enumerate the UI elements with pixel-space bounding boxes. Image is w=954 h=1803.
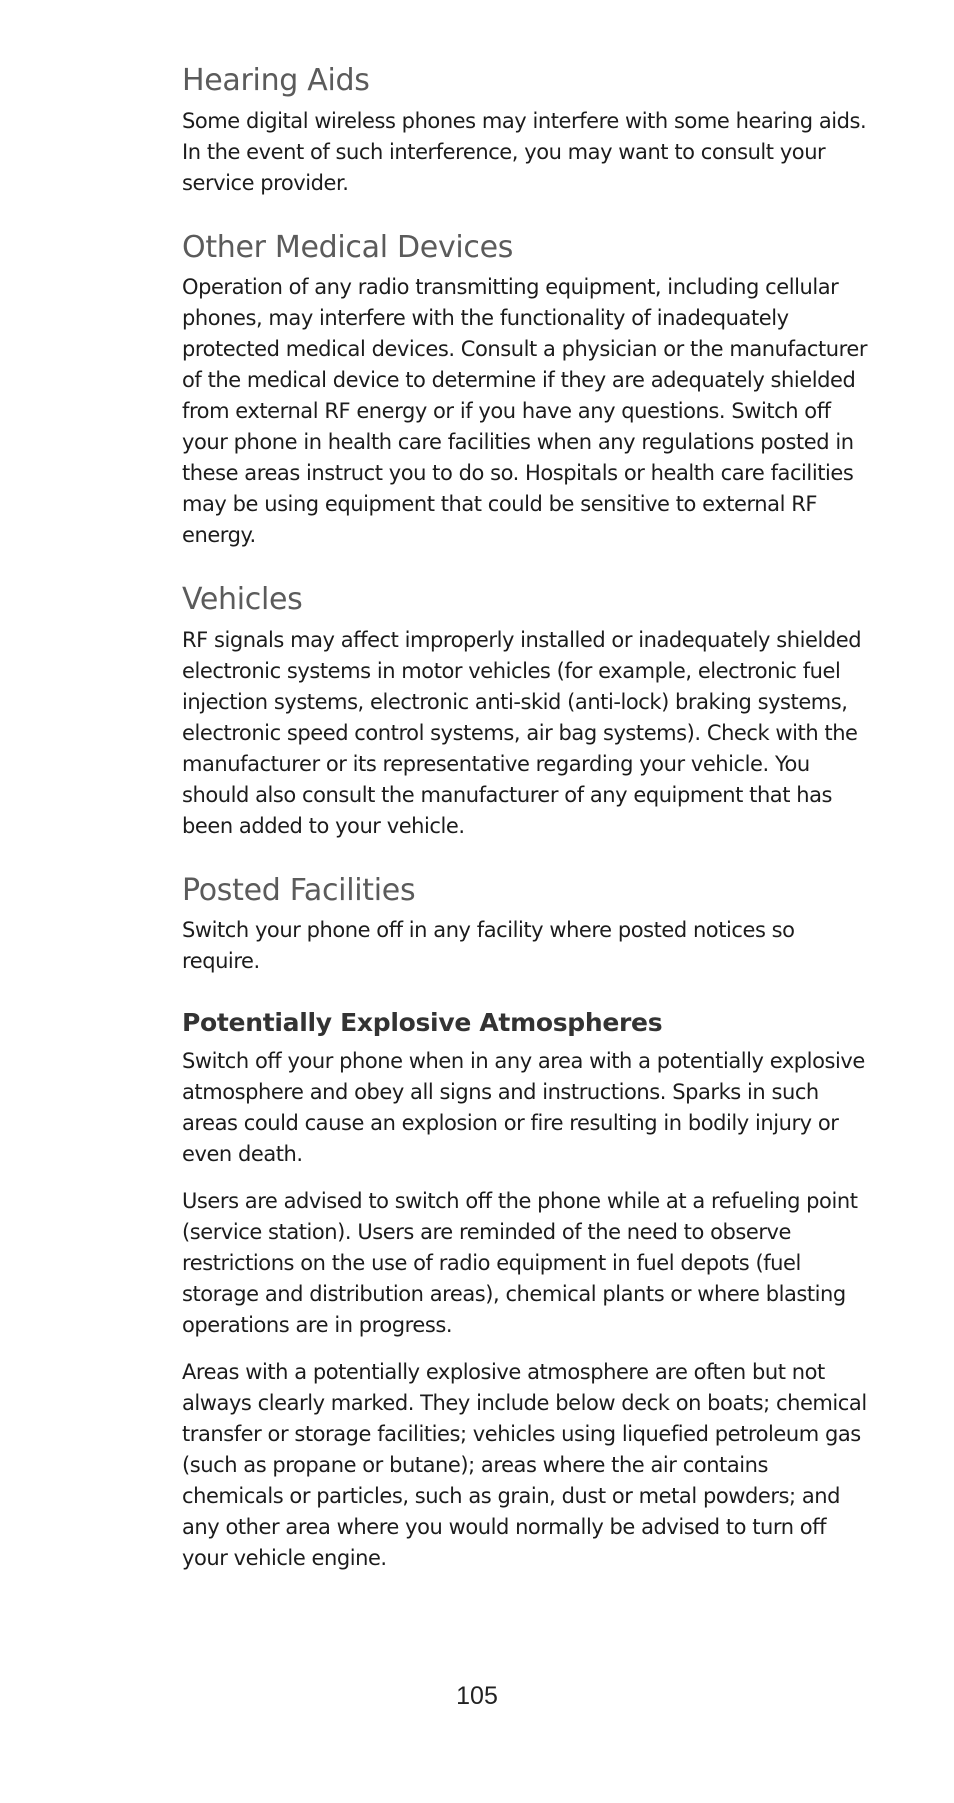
- section-paragraph: Some digital wireless phones may interfere with some hearing aids. In the event of such interference, you may want to consult your service provider.: [182, 108, 867, 195]
- subsection-explosive-atmospheres: [182, 1007, 872, 1574]
- section-other-medical-devices: [182, 229, 872, 552]
- page-number: 105: [456, 1682, 498, 1710]
- section-heading: Hearing Aids: [182, 63, 370, 98]
- subsection-paragraph: Switch off your phone when in any area with a potentially explosive atmosphere and obey all signs and instructions. Sparks in such areas could cause an explosion or fire resulting in bodily injury or even death.: [182, 1049, 865, 1167]
- section-heading: Posted Facilities: [182, 872, 416, 908]
- section-hearing-aids: [182, 62, 872, 199]
- document-page: [182, 62, 872, 1604]
- subsection-paragraph: Areas with a potentially explosive atmosphere are often but not always clearly marked. They include below deck on boats; chemical transfer or storage facilities; vehicles using liquefied petroleum gas (such as propane or butane); areas where the air contains chemicals or particles, such as grain, dust or metal powders; and any other area where you would normally be advised to turn off your vehicle engine.: [182, 1360, 867, 1571]
- section-posted-facilities: [182, 872, 872, 978]
- section-paragraph: RF signals may affect improperly installed or inadequately shielded electronic systems in motor vehicles (for example, electronic fuel injection systems, electronic anti-skid (anti-lock) braking systems, electronic speed control systems, air bag systems). Check with the manufacturer or its representative regarding your vehicle. You should also consult the manufacturer of any equipment that has been added to your vehicle.: [182, 627, 862, 838]
- section-paragraph: Switch your phone off in any facility where posted notices so require.: [182, 918, 795, 973]
- section-paragraph: Operation of any radio transmitting equipment, including cellular phones, may interfere with the functionality of inadequately protected medical devices. Consult a physician or the manufacturer of the medical device to determine if they are adequately shielded from external RF energy or if you have any questions. Switch off your phone in health care facilities when any regulations posted in these areas instruct you to do so. Hospitals or health care facilities may be using equipment that could be sensitive to external RF energy.: [182, 275, 867, 547]
- section-heading: Other Medical Devices: [182, 229, 514, 265]
- subsection-heading: Potentially Explosive Atmospheres: [182, 1008, 663, 1037]
- subsection-paragraph: Users are advised to switch off the phone while at a refueling point (service station). Users are reminded of the need to observe restrictions on the use of radio equipment in fuel depots (fuel storage and distribution areas), chemical plants or where blasting operations are in progress.: [182, 1189, 858, 1338]
- section-heading: Vehicles: [182, 582, 303, 617]
- section-vehicles: [182, 581, 872, 842]
